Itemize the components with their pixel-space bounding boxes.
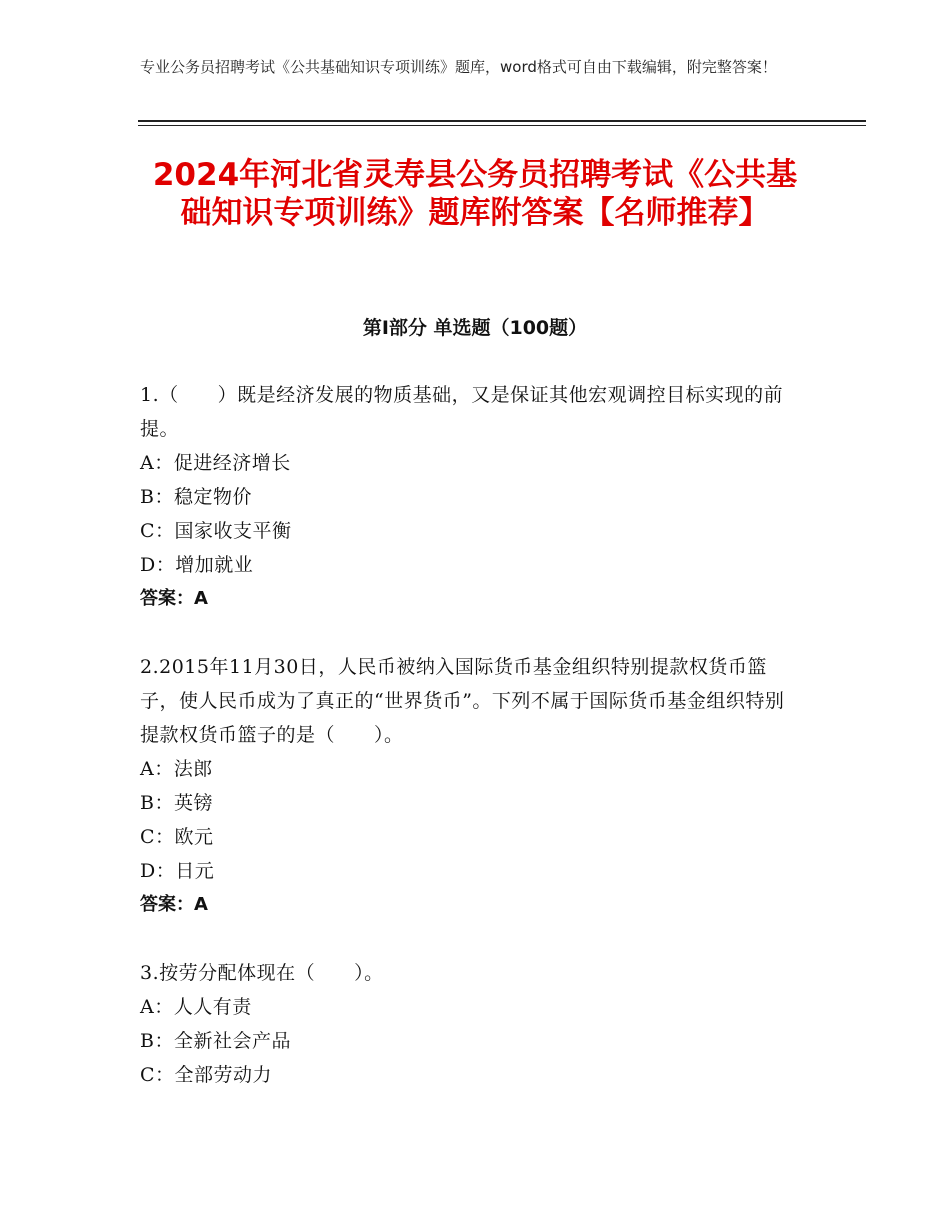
question-stem: 3.按劳分配体现在（ ）。	[140, 962, 384, 984]
question-2	[140, 650, 800, 922]
document-title: 2024年河北省灵寿县公务员招聘考试《公共基础知识专项训练》题库附答案【名师推荐】	[152, 157, 798, 231]
option-c: C：欧元	[140, 826, 214, 848]
option-c: C：全部劳动力	[140, 1064, 273, 1086]
option-a: A：法郎	[140, 758, 213, 780]
option-b: B：稳定物价	[140, 486, 252, 508]
answer-label: 答案：A	[140, 894, 208, 915]
question-list	[140, 378, 800, 1126]
answer-label: 答案：A	[140, 588, 208, 609]
option-d: D：日元	[140, 860, 215, 882]
option-d: D：增加就业	[140, 554, 254, 576]
option-b: B：全新社会产品	[140, 1030, 291, 1052]
header-divider-thin	[138, 125, 866, 126]
question-3	[140, 956, 800, 1092]
option-a: A：人人有责	[140, 996, 252, 1018]
option-c: C：国家收支平衡	[140, 520, 292, 542]
option-b: B：英镑	[140, 792, 213, 814]
option-a: A：促进经济增长	[140, 452, 291, 474]
section-title: 第Ⅰ部分 单选题（100题）	[362, 317, 588, 339]
header-note: 专业公务员招聘考试《公共基础知识专项训练》题库，word格式可自由下载编辑，附完整答案！	[140, 58, 777, 76]
question-stem: 2.2015年11月30日，人民币被纳入国际货币基金组织特别提款权货币篮子，使人民币成为了真正的“世界货币”。下列不属于国际货币基金组织特别提款权货币篮子的是（ ）。	[140, 656, 785, 746]
header-divider-thick	[138, 120, 866, 122]
question-1	[140, 378, 800, 616]
question-stem: 1.（ ）既是经济发展的物质基础，又是保证其他宏观调控目标实现的前提。	[140, 384, 784, 440]
